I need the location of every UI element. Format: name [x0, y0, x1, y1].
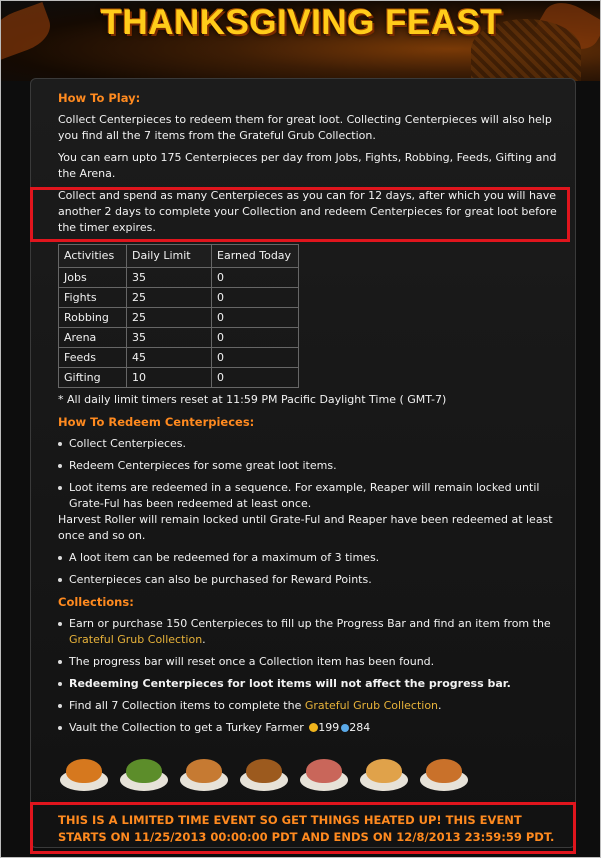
defense-value: 284 — [349, 721, 371, 734]
table-header: Activities — [59, 245, 127, 268]
grateful-grub-collection-link[interactable]: Grateful Grub Collection — [304, 699, 439, 712]
pie-slice-icon[interactable] — [178, 751, 230, 795]
period-text: . — [202, 633, 206, 646]
table-header: Earned Today — [212, 245, 299, 268]
activities-table — [58, 244, 299, 388]
table-cell: 10 — [127, 368, 212, 388]
list-item — [58, 720, 568, 736]
grateful-grub-collection-link[interactable]: Grateful Grub Collection — [69, 633, 203, 646]
table-cell: Robbing — [59, 308, 127, 328]
table-cell: 25 — [127, 308, 212, 328]
pumpkin-soup-icon[interactable] — [58, 751, 110, 795]
attack-value: 199 — [318, 721, 340, 734]
food-shape — [66, 759, 102, 783]
period-text: . — [438, 699, 442, 712]
list-item: The progress bar will reset once a Collection item has been found. — [58, 654, 568, 670]
list-item — [58, 616, 568, 648]
table-row — [59, 288, 299, 308]
list-item-text: Loot items are redeemed in a sequence. For example, Reaper will remain locked until Grate-Ful has been redeemed at least once. — [69, 481, 540, 510]
how-to-play-paragraph-2: You can earn upto 175 Centerpieces per day from Jobs, Fights, Robbing, Feeds, Gifting and the Arena. — [58, 151, 557, 180]
vegetable-salad-icon[interactable] — [118, 751, 170, 795]
event-title: THANKSGIVING FEAST — [100, 3, 503, 42]
list-item: Collect Centerpieces. — [58, 436, 568, 452]
table-cell: 35 — [127, 328, 212, 348]
food-shape — [246, 759, 282, 783]
table-header-row — [59, 245, 299, 268]
list-item: Redeeming Centerpieces for loot items will not affect the progress bar. — [58, 676, 568, 692]
table-cell: 0 — [212, 348, 299, 368]
ham-icon[interactable] — [298, 751, 350, 795]
how-to-play-heading: How To Play: — [58, 91, 141, 105]
list-item-text: Vault the Collection to get a Turkey Farmer — [69, 721, 304, 734]
table-cell: 0 — [212, 328, 299, 348]
list-item-text: Find all 7 Collection items to complete the — [69, 699, 302, 712]
table-row — [59, 348, 299, 368]
how-to-play-paragraph-1: Collect Centerpieces to redeem them for great loot. Collecting Centerpieces will also help you find all the 7 items from the Grateful Grub Collection. — [58, 113, 552, 142]
table-cell: Arena — [59, 328, 127, 348]
table-cell: 0 — [212, 368, 299, 388]
food-shape — [186, 759, 222, 783]
list-item-text: Earn or purchase 150 Centerpieces to fill up the Progress Bar and find an item from the — [69, 617, 551, 630]
list-item — [58, 480, 568, 512]
table-header: Daily Limit — [127, 245, 212, 268]
table-row — [59, 328, 299, 348]
table-row — [59, 268, 299, 288]
cider-mug-icon[interactable] — [418, 751, 470, 795]
table-cell: Jobs — [59, 268, 127, 288]
table-cell: Feeds — [59, 348, 127, 368]
event-dates-text: THIS IS A LIMITED TIME EVENT SO GET THINGS HEATED UP! THIS EVENT STARTS ON 11/25/2013 00:00:00 PDT AND ENDS ON 12/8/2013 23:59:59 PDT. — [58, 813, 555, 844]
table-cell: Fights — [59, 288, 127, 308]
table-row — [59, 308, 299, 328]
table-cell: 35 — [127, 268, 212, 288]
timer-reset-note: * All daily limit timers reset at 11:59 PM Pacific Daylight Time ( GMT-7) — [58, 393, 447, 406]
list-item-continuation: Harvest Roller will remain locked until Grate-Ful and Reaper have been redeemed at least once and so on. — [58, 513, 553, 542]
table-cell: 0 — [212, 268, 299, 288]
table-cell: 0 — [212, 288, 299, 308]
event-banner — [1, 1, 600, 81]
table-cell: 0 — [212, 308, 299, 328]
food-shape — [366, 759, 402, 783]
collections-heading: Collections: — [58, 595, 134, 609]
list-item — [58, 698, 568, 714]
table-cell: Gifting — [59, 368, 127, 388]
list-item: A loot item can be redeemed for a maximum of 3 times. — [58, 550, 568, 566]
table-cell: 45 — [127, 348, 212, 368]
collection-items-row — [58, 751, 528, 795]
food-shape — [306, 759, 342, 783]
roast-turkey-icon[interactable] — [238, 751, 290, 795]
event-dates-banner — [30, 802, 576, 854]
table-cell: 25 — [127, 288, 212, 308]
redeem-heading: How To Redeem Centerpieces: — [58, 415, 255, 429]
table-row — [59, 368, 299, 388]
list-item: Redeem Centerpieces for some great loot items. — [58, 458, 568, 474]
content-area — [58, 90, 568, 742]
how-to-play-paragraph-3: Collect and spend as many Centerpieces as you can for 12 days, after which you will have another 2 days to complete your Collection and redeem Centerpieces for great loot before the timer expires. — [58, 189, 557, 234]
attack-icon — [309, 723, 318, 732]
list-item: Centerpieces can also be purchased for Reward Points. — [58, 572, 568, 588]
food-shape — [426, 759, 462, 783]
food-shape — [126, 759, 162, 783]
pumpkin-pie-icon[interactable] — [358, 751, 410, 795]
